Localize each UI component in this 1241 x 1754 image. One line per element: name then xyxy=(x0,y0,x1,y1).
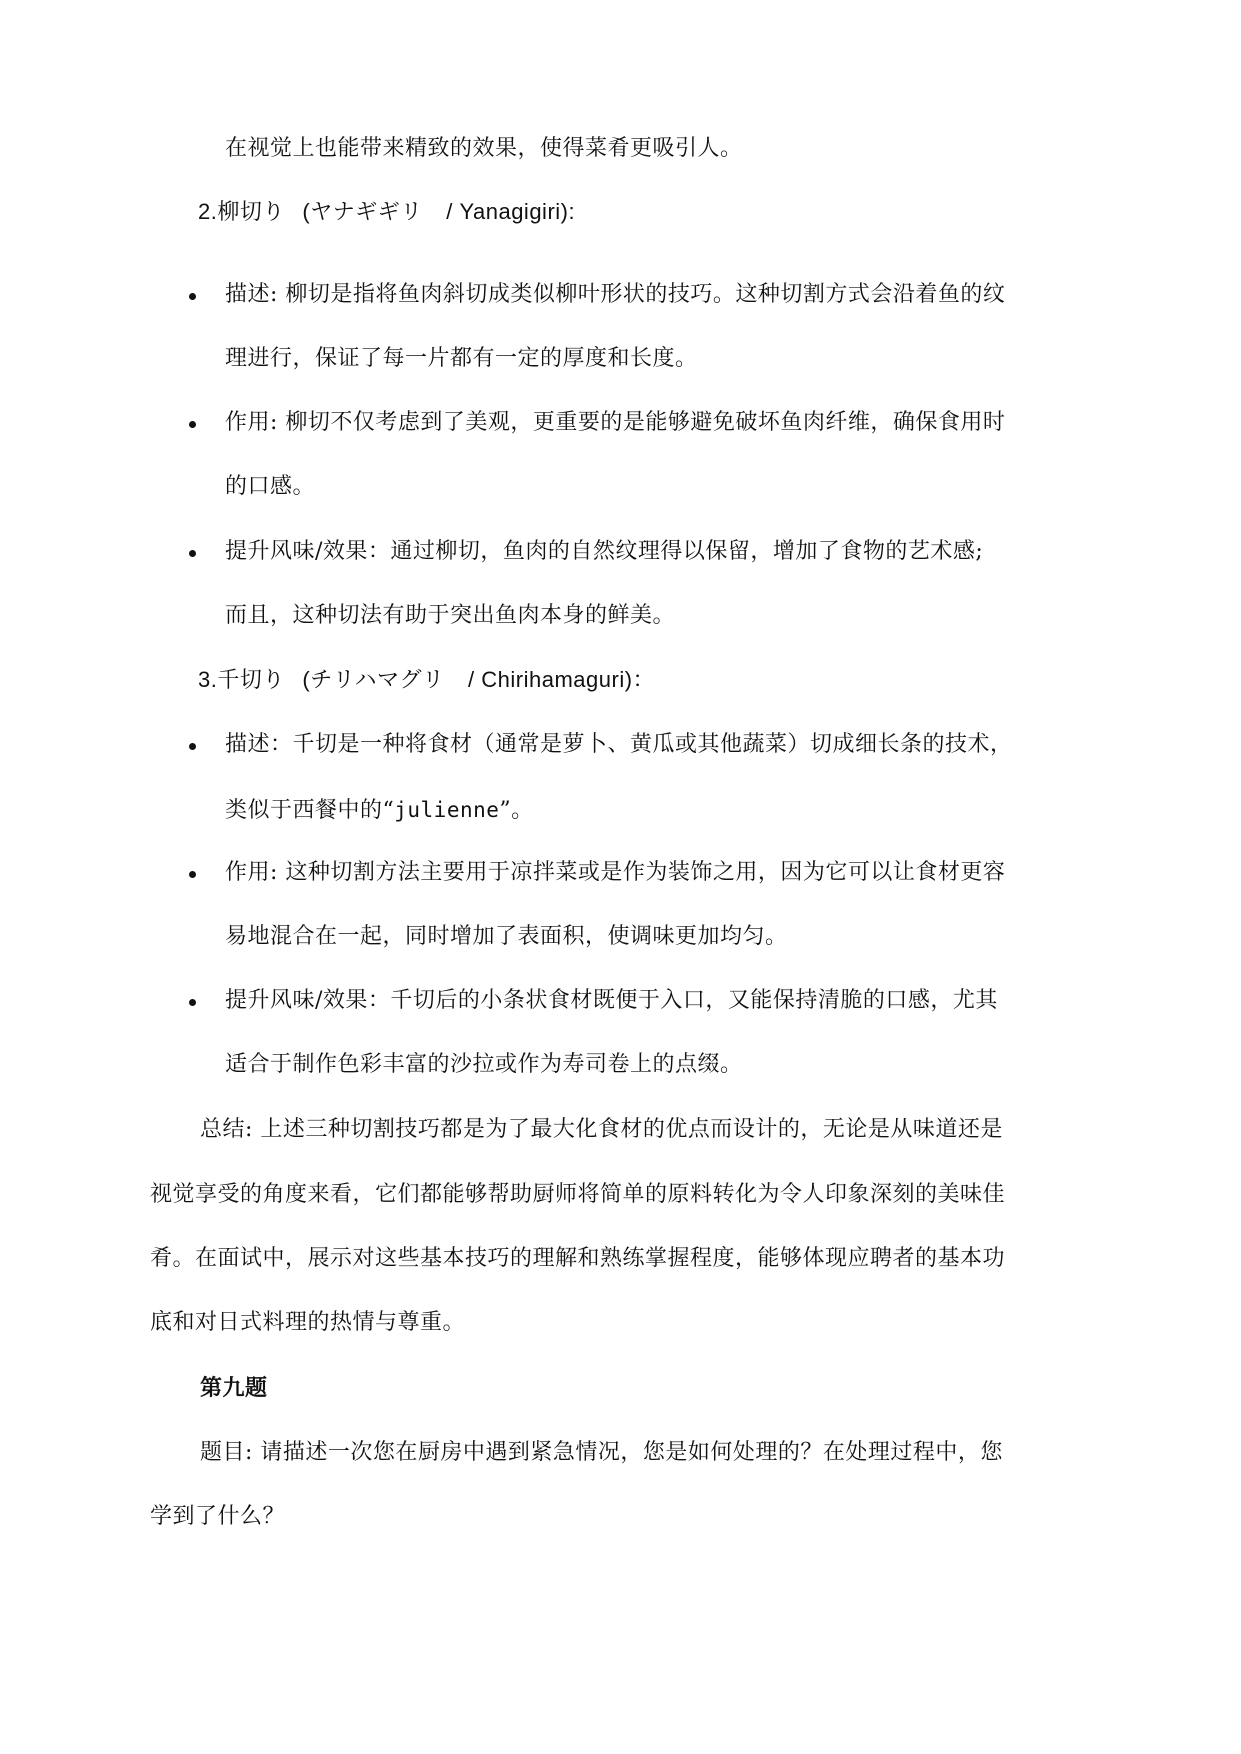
bullet-icon xyxy=(189,550,196,557)
list-item: 描述: 柳切是指将鱼肉斜切成类似柳叶形状的技巧。这种切割方式会沿着鱼的纹 xyxy=(225,282,1006,307)
list-item: 作用: 这种切割方法主要用于凉拌菜或是作为装饰之用，因为它可以让食材更容 xyxy=(225,860,1006,885)
list-item-continuation: 易地混合在一起，同时增加了表面积，使调味更加均匀。 xyxy=(225,924,788,949)
bullet-icon xyxy=(189,999,196,1006)
summary-line: 总结: 上述三种切割技巧都是为了最大化食材的优点而设计的，无论是从味道还是 xyxy=(200,1117,1003,1142)
bullet-icon xyxy=(189,743,196,750)
list-item: 作用: 柳切不仅考虑到了美观，更重要的是能够避免破坏鱼肉纤维，确保食用时 xyxy=(225,410,1006,435)
list-item-continuation: 适合于制作色彩丰富的沙拉或作为寿司卷上的点缀。 xyxy=(225,1052,743,1077)
prompt-line: 学到了什么？ xyxy=(150,1504,286,1529)
section-3-heading: 3.千切り (チリハマグリ / Chirihamaguri)： xyxy=(198,667,656,693)
bullet-icon xyxy=(189,421,196,428)
list-item-continuation: 的口感。 xyxy=(225,474,316,499)
list-item: 提升风味/效果：通过柳切，鱼肉的自然纹理得以保留，增加了食物的艺术感; xyxy=(225,539,984,564)
summary-line: 底和对日式料理的热情与尊重。 xyxy=(150,1310,466,1335)
summary-line: 视觉享受的角度来看，它们都能够帮助厨师将简单的原料转化为令人印象深刻的美味佳 xyxy=(150,1182,1006,1207)
bullet-icon xyxy=(189,871,196,878)
prompt-line: 题目: 请描述一次您在厨房中遇到紧急情况，您是如何处理的？在处理过程中，您 xyxy=(200,1440,1003,1465)
list-item-continuation: 而且，这种切法有助于突出鱼肉本身的鲜美。 xyxy=(225,603,676,628)
section-2-heading: 2.柳切り (ヤナギギリ / Yanagigiri): xyxy=(198,199,576,225)
list-item: 提升风味/效果：千切后的小条状食材既便于入口，又能保持清脆的口感，尤其 xyxy=(225,988,998,1013)
list-item: 描述：千切是一种将食材（通常是萝卜、黄瓜或其他蔬菜）切成细长条的技术， xyxy=(225,732,1013,757)
bullet-icon xyxy=(189,293,196,300)
code-term: julienne xyxy=(394,798,500,822)
question-heading: 第九题 xyxy=(200,1375,268,1401)
summary-line: 肴。在面试中，展示对这些基本技巧的理解和熟练掌握程度，能够体现应聘者的基本功 xyxy=(150,1246,1006,1271)
list-item-continuation: 理进行，保证了每一片都有一定的厚度和长度。 xyxy=(225,346,698,371)
paragraph-continuation: 在视觉上也能带来精致的效果，使得菜肴更吸引人。 xyxy=(225,136,743,161)
list-item-continuation: 类似于西餐中的“julienne”。 xyxy=(225,798,534,823)
